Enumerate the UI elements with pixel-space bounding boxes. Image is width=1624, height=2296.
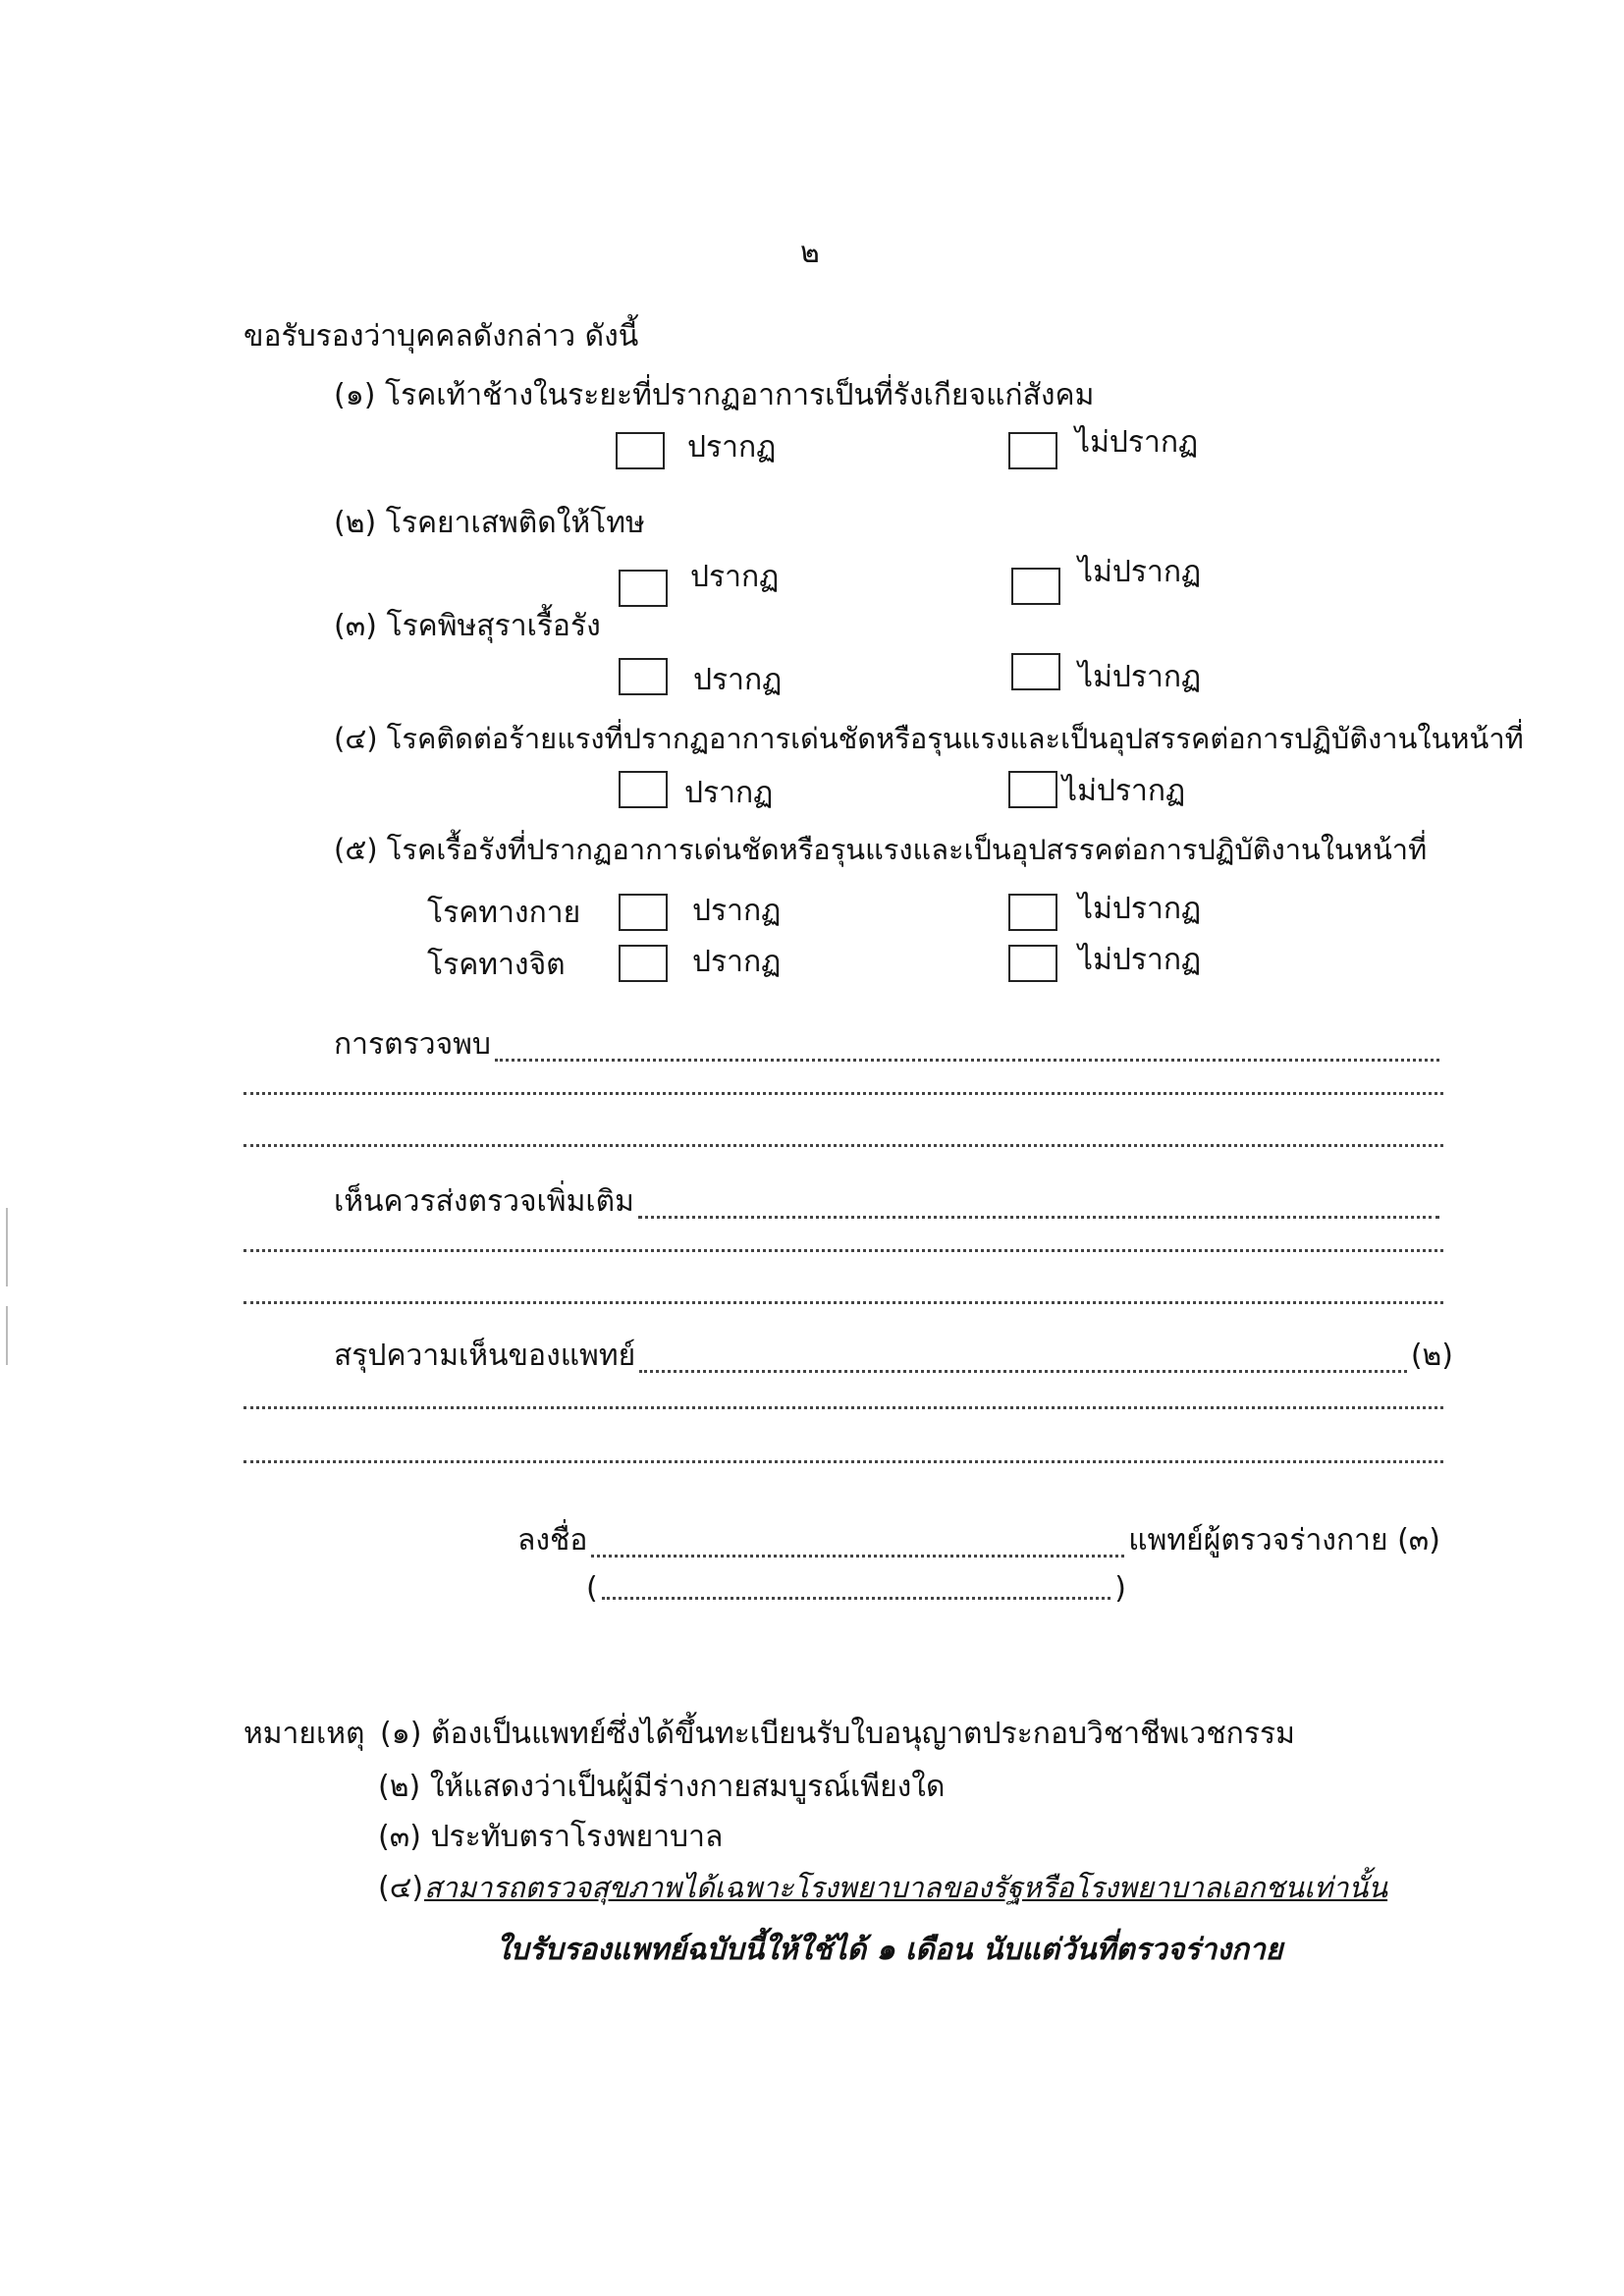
item-3-absent-checkbox[interactable] <box>1011 653 1060 690</box>
item-3-present-checkbox[interactable] <box>619 658 668 695</box>
item-3-label: (๓) โรคพิษสุราเรื้อรัง <box>334 609 601 643</box>
item-2-present-label: ปรากฏ <box>690 560 780 594</box>
item-5-physical-absent-label: ไม่ปรากฏ <box>1078 892 1202 926</box>
item-4-label: (๔) โรคติดต่อร้ายแรงที่ปรากฏอาการเด่นชัดหรือรุนแรงและเป็นอุปสรรคต่อการปฏิบัติงานในหน้าที่ <box>334 722 1524 755</box>
item-5-physical-absent-checkbox[interactable] <box>1008 894 1057 931</box>
opinion-line-2[interactable] <box>244 1406 1443 1409</box>
opinion-row <box>334 1333 1453 1379</box>
findings-fill-line[interactable] <box>495 1059 1439 1062</box>
item-3-present-label: ปรากฏ <box>693 663 783 697</box>
item-1-absent-checkbox[interactable] <box>1008 432 1057 469</box>
signature-paren-close: ) <box>1114 1571 1126 1606</box>
item-4-absent-label: ไม่ปรากฏ <box>1062 774 1186 808</box>
item-2-absent-checkbox[interactable] <box>1011 568 1060 605</box>
page-number: ๒ <box>800 236 820 270</box>
item-4-present-checkbox[interactable] <box>619 771 668 808</box>
findings-line-3[interactable] <box>244 1144 1443 1147</box>
item-2-label: (๒) โรคยาเสพติดให้โทษ <box>334 506 645 540</box>
scan-edge-left-2 <box>6 1306 8 1365</box>
note-4-number: (๔) <box>378 1871 424 1905</box>
opinion-ref: (๒) <box>1410 1339 1453 1373</box>
item-1-present-checkbox[interactable] <box>616 432 665 469</box>
item-1-absent-label: ไม่ปรากฏ <box>1075 425 1199 460</box>
note-1: (๑) ต้องเป็นแพทย์ซึ่งได้ขึ้นทะเบียนรับใบอนุญาตประกอบวิชาชีพเวชกรรม <box>380 1717 1295 1751</box>
signature-fill-line[interactable] <box>591 1555 1124 1558</box>
additional-fill-line[interactable] <box>638 1216 1439 1219</box>
note-4-text: สามารถตรวจสุขภาพได้เฉพาะโรงพยาบาลของรัฐหรือโรงพยาบาลเอกชนเท่านั้น <box>424 1871 1388 1904</box>
signature-name-fill-line[interactable] <box>602 1597 1111 1600</box>
findings-label: การตรวจพบ <box>334 1027 491 1062</box>
additional-row <box>334 1178 1443 1225</box>
findings-line-2[interactable] <box>244 1092 1443 1095</box>
item-5-mental-present-checkbox[interactable] <box>619 945 668 982</box>
item-2-present-checkbox[interactable] <box>619 570 668 607</box>
additional-label: เห็นควรส่งตรวจเพิ่มเติม <box>334 1184 634 1219</box>
item-5-physical-present-label: ปรากฏ <box>692 894 782 928</box>
notes-heading: หมายเหตุ <box>244 1717 365 1751</box>
note-3: (๓) ประทับตราโรงพยาบาล <box>378 1820 724 1854</box>
signature-label: ลงชื่อ <box>517 1523 588 1558</box>
signature-name-row <box>586 1571 1126 1606</box>
signature-role: แพทย์ผู้ตรวจร่างกาย (๓) <box>1128 1523 1440 1558</box>
opinion-line-3[interactable] <box>244 1460 1443 1463</box>
signature-paren-open: ( <box>586 1571 598 1606</box>
item-1-present-label: ปรากฏ <box>687 430 777 465</box>
item-4-present-label: ปรากฏ <box>684 776 774 810</box>
opinion-label: สรุปความเห็นของแพทย์ <box>334 1339 636 1373</box>
findings-row <box>334 1021 1443 1067</box>
item-5-physical-present-checkbox[interactable] <box>619 894 668 931</box>
item-2-absent-label: ไม่ปรากฏ <box>1078 555 1202 589</box>
intro-text: ขอรับรองว่าบุคคลดังกล่าว ดังนี้ <box>244 319 639 354</box>
item-3-absent-label: ไม่ปรากฏ <box>1078 660 1202 694</box>
additional-line-2[interactable] <box>244 1249 1443 1252</box>
item-4-absent-checkbox[interactable] <box>1008 771 1057 808</box>
item-5-mental-present-label: ปรากฏ <box>692 945 782 979</box>
scan-edge-left <box>6 1208 8 1286</box>
opinion-fill-line[interactable] <box>639 1370 1407 1373</box>
item-5-physical-label: โรคทางกาย <box>427 896 581 930</box>
note-2: (๒) ให้แสดงว่าเป็นผู้มีร่างกายสมบูรณ์เพียงใด <box>378 1770 946 1804</box>
validity-statement: ใบรับรองแพทย์ฉบับนี้ให้ใช้ได้ ๑ เดือน นับแต่วันที่ตรวจร่างกาย <box>496 1933 1283 1967</box>
item-5-mental-label: โรคทางจิต <box>427 948 566 982</box>
additional-line-3[interactable] <box>244 1301 1443 1304</box>
signature-row <box>517 1517 1440 1563</box>
item-5-mental-absent-checkbox[interactable] <box>1008 945 1057 982</box>
item-5-mental-absent-label: ไม่ปรากฏ <box>1078 943 1202 977</box>
item-5-label: (๕) โรคเรื้อรังที่ปรากฏอาการเด่นชัดหรือรุนแรงและเป็นอุปสรรคต่อการปฏิบัติงานในหน้าที่ <box>334 833 1428 866</box>
item-1-label: (๑) โรคเท้าช้างในระยะที่ปรากฏอาการเป็นที่รังเกียจแก่สังคม <box>334 378 1095 412</box>
